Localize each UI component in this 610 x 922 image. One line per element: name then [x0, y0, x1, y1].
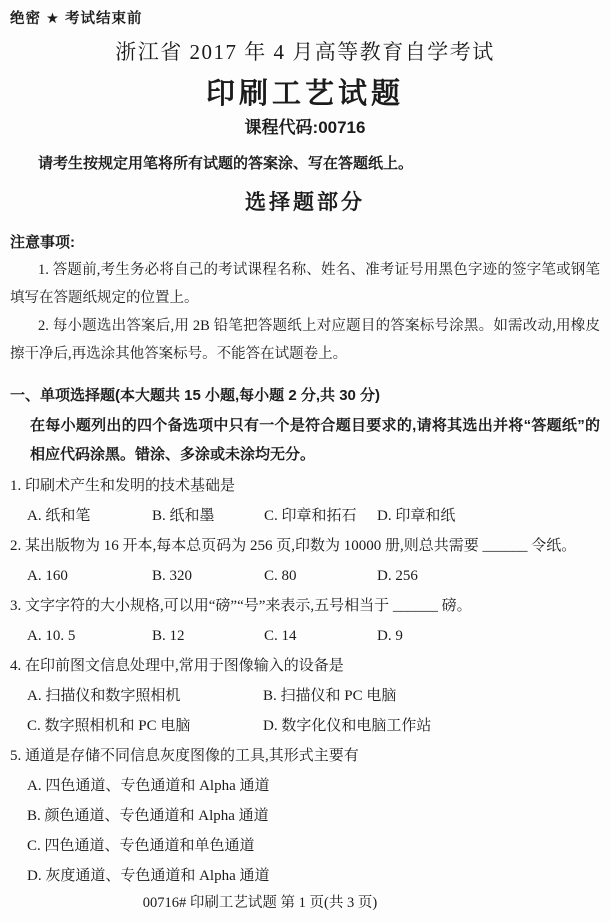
question-stem: 4. 在印前图文信息处理中,常用于图像输入的设备是: [10, 658, 344, 674]
question-option: C. 数字照相机和 PC 电脑: [27, 718, 191, 734]
note-item: 2. 每小题选出答案后,用 2B 铅笔把答题纸上对应题目的答案标号涂黑。如需改动,用橡皮擦干净后,再选涂其他答案标号。不能答在试题卷上。: [10, 318, 600, 362]
question-option: A. 四色通道、专色通道和 Alpha 通道: [27, 778, 270, 794]
question-options: [10, 681, 600, 741]
section1-instruction: 在每小题列出的四个备选项中只有一个是符合题目要求的,请将其选出并将“答题纸”的相应代码涂黑。错涂、多涂或未涂均无分。: [30, 417, 600, 463]
question-option: B. 12: [152, 628, 185, 644]
section-title: 选择题部分: [245, 191, 365, 214]
question-stem: 2. 某出版物为 16 开本,每本总页码为 256 页,印数为 10000 册,则总共需要 ______ 令纸。: [10, 538, 577, 554]
question-option: C. 四色通道、专色通道和单色通道: [27, 838, 255, 854]
question-option: C. 14: [264, 628, 297, 644]
question-options: [10, 561, 600, 591]
exam-subject-title: 印刷工艺试题: [205, 78, 404, 110]
question: [10, 591, 600, 651]
notes-heading: 注意事项:: [10, 234, 75, 251]
question-stem: 1. 印刷术产生和发明的技术基础是: [10, 478, 236, 494]
course-code: 课程代码:00716: [244, 118, 366, 137]
question-options: [10, 621, 600, 651]
question-options: [10, 771, 600, 891]
question: [10, 651, 600, 741]
question-option: D. 9: [377, 628, 403, 644]
question-option: A. 10. 5: [27, 628, 76, 644]
question-option: B. 颜色通道、专色通道和 Alpha 通道: [27, 808, 269, 824]
question-option: B. 纸和墨: [152, 508, 215, 524]
question-option: D. 印章和纸: [377, 508, 456, 524]
question: [10, 741, 600, 891]
question: [10, 531, 600, 591]
question-option: D. 256: [377, 568, 418, 584]
question-option: A. 纸和笔: [27, 508, 91, 524]
notes-list: [10, 256, 600, 368]
question-stem: 5. 通道是存储不同信息灰度图像的工具,其形式主要有: [10, 748, 359, 764]
questions-container: [10, 471, 600, 891]
question-option: C. 印章和拓石: [264, 508, 357, 524]
question-option: B. 320: [152, 568, 193, 584]
question-option: A. 扫描仪和数字照相机: [27, 688, 181, 704]
question-option: C. 80: [264, 568, 297, 584]
question-option: A. 160: [27, 568, 68, 584]
question-stem: 3. 文字字符的大小规格,可以用“磅”“号”来表示,五号相当于 ______ 磅。: [10, 598, 472, 614]
question-option: D. 数字化仪和电脑工作站: [263, 718, 432, 734]
exam-session-title: 浙江省 2017 年 4 月高等教育自学考试: [115, 40, 495, 64]
section1-heading: 一、单项选择题(本大题共 15 小题,每小题 2 分,共 30 分): [10, 387, 381, 404]
answer-sheet-notice: 请考生按规定用笔将所有试题的答案涂、写在答题纸上。: [38, 155, 414, 172]
note-item: 1. 答题前,考生务必将自己的考试课程名称、姓名、准考证号用黑色字迹的签字笔或钢笔填写在答题纸规定的位置上。: [10, 262, 600, 306]
question-option: B. 扫描仪和 PC 电脑: [263, 688, 397, 704]
question-options: [10, 501, 600, 531]
security-classification-label: 绝密 ★ 考试结束前: [10, 11, 143, 27]
question-option: D. 灰度通道、专色通道和 Alpha 通道: [27, 868, 270, 884]
page-footer: 00716# 印刷工艺试题 第 1 页(共 3 页): [142, 895, 378, 911]
question: [10, 471, 600, 531]
